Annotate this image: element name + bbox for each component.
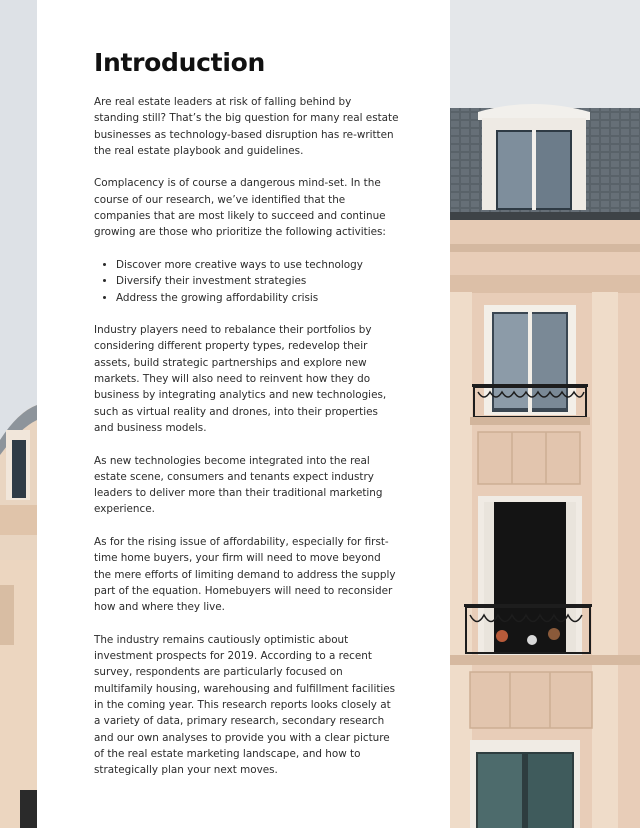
right-building-illustration — [450, 0, 640, 828]
document-page — [37, 0, 450, 828]
list-item: • Address the growing affordability crisis — [116, 290, 399, 306]
left-building-photo — [0, 0, 37, 828]
activity-list — [94, 257, 399, 306]
left-building-illustration — [0, 0, 37, 828]
paragraph: As new technologies become integrated into the real estate scene, consumers and tenants expect industry leaders to deliver more than their traditional marketing experience. — [94, 454, 383, 516]
paragraph: The industry remains cautiously optimistic about investment prospects for 2019. According to a recent survey, respondents are particularly focused on multifamily housing, warehousing and fulfillment facilities in the coming year. This research reports looks closely at a variety of data, primary research, secondary research and our own analyses to provide you with a clear picture of the real estate marketing landscape, and how to strategically plan your next moves. — [94, 633, 396, 777]
list-item: • Diversify their investment strategies — [116, 273, 399, 289]
paragraph: As for the rising issue of affordability, especially for first-time home buyers, your firm will need to move beyond the mere efforts of limiting demand to address the supply part of the equation. Homebuyers will need to reconsider how and where they live. — [94, 536, 396, 614]
paragraph: Are real estate leaders at risk of falling behind by standing still? That’s the big question for many real estate businesses as technology-based disruption has re-written the real estate playbook and guidelines. — [94, 96, 399, 157]
paragraph: Complacency is of course a dangerous mind-set. In the course of our research, we’ve identified that the companies that are most likely to succeed and continue growing are those who prioritize the following activities: — [94, 177, 386, 239]
document-body — [94, 94, 399, 795]
list-item: • Discover more creative ways to use technology — [116, 257, 399, 273]
paragraph: Industry players need to rebalance their portfolios by considering different property types, redevelop their assets, build strategic partnerships and explore new markets. They will also need to reinvent how they do business by integrating analytics and new technologies, such as virtual reality and drones, into their properties and business models. — [94, 324, 387, 434]
page-title: Introduction — [94, 48, 265, 77]
right-building-photo — [450, 0, 640, 828]
